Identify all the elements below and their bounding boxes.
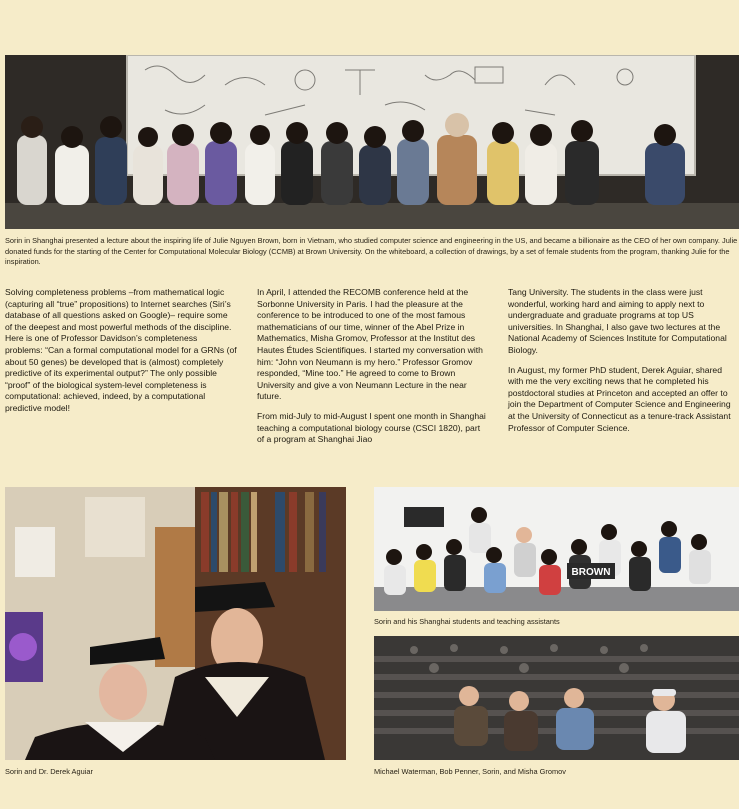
column-3-paragraph-1: Tang University. The students in the class were just wonderful, working hard and aiming to apply next to undergraduate and graduate programs at top US universities. In Shanghai, I also gave two lectures at the National Academy of Sciences Institute for Computational Biology. [508,287,727,355]
column-1-paragraph-1: Solving completeness problems –from mathematical logic (capturing all “true” propositions) to Internet searches (Siri’s database of all questions asked on Google)– require some of the deepest and most powerful methods of the discipline. Here is one of Professor Davidson’s completeness problems: “Can a formal computational model for a GRNs (of about 50 genes) be developed that is (almost) completely predictive of its experimental output?” The only possible “proof” of the biological system-level completeness is computational: achieved, indeed, by a computational predictive model! [5,287,237,413]
lecture-hall-audience-icon [374,636,739,760]
lecture-hall-photo [374,636,739,760]
text-column-1 [5,287,237,423]
students-photo [374,487,739,611]
group-photo-classroom-whiteboard-icon [5,55,739,229]
text-column-3 [508,287,739,442]
brown-banner-text: BROWN [571,567,611,578]
text-column-2 [257,287,489,454]
column-2-paragraph-1: In April, I attended the RECOMB conference held at the Sorbonne University in Paris. I had the pleasure at the conference to be introduced to one of the most famous mathematicians of our time, winner of the Abel Prize in Mathematics, Misha Gromov, Professor at the Institut des Hautes Études Scientifiques. I started my conversation with him: “John von Neumann is my hero.” Professor Gromov responded, “Mine too.” He agreed to come to Brown University and give a von Neumann Lecture in the near future. [257,287,483,402]
graduation-portrait-icon [5,487,346,760]
students-caption: Sorin and his Shanghai students and teaching assistants [374,617,560,626]
graduation-caption: Sorin and Dr. Derek Aguiar [5,767,93,776]
lecture-hall-caption: Michael Waterman, Bob Penner, Sorin, and Misha Gromov [374,767,566,776]
top-group-photo [5,55,739,229]
graduation-photo [5,487,346,760]
top-photo-caption: Sorin in Shanghai presented a lecture about the inspiring life of Julie Nguyen Brown, born in Vietnam, who studied computer science and engineering in the US, and became a billionaire as the CEO of her own company. Julie donated funds for the starting of the Center for Computational Molecular Biology (CCMB) at Brown University. On the whiteboard, a collection of drawings, by a set of female students from the program, thanking Julie for the inspiration. [5,236,738,266]
column-3-paragraph-2: In August, my former PhD student, Derek Aguiar, shared with me the very exciting news that he completed his postdoctoral studies at Princeton and accepted an offer to join the Department of Computer Science and Engineering at the University of Connecticut as a tenure-track Assistant Professor of Computer Science. [508,364,731,433]
students-group-icon [374,487,739,611]
column-2-paragraph-2: From mid-July to mid-August I spent one month in Shanghai teaching a computational biology course (CSCI 1820), part of a program at Shanghai Jiao [257,410,486,445]
